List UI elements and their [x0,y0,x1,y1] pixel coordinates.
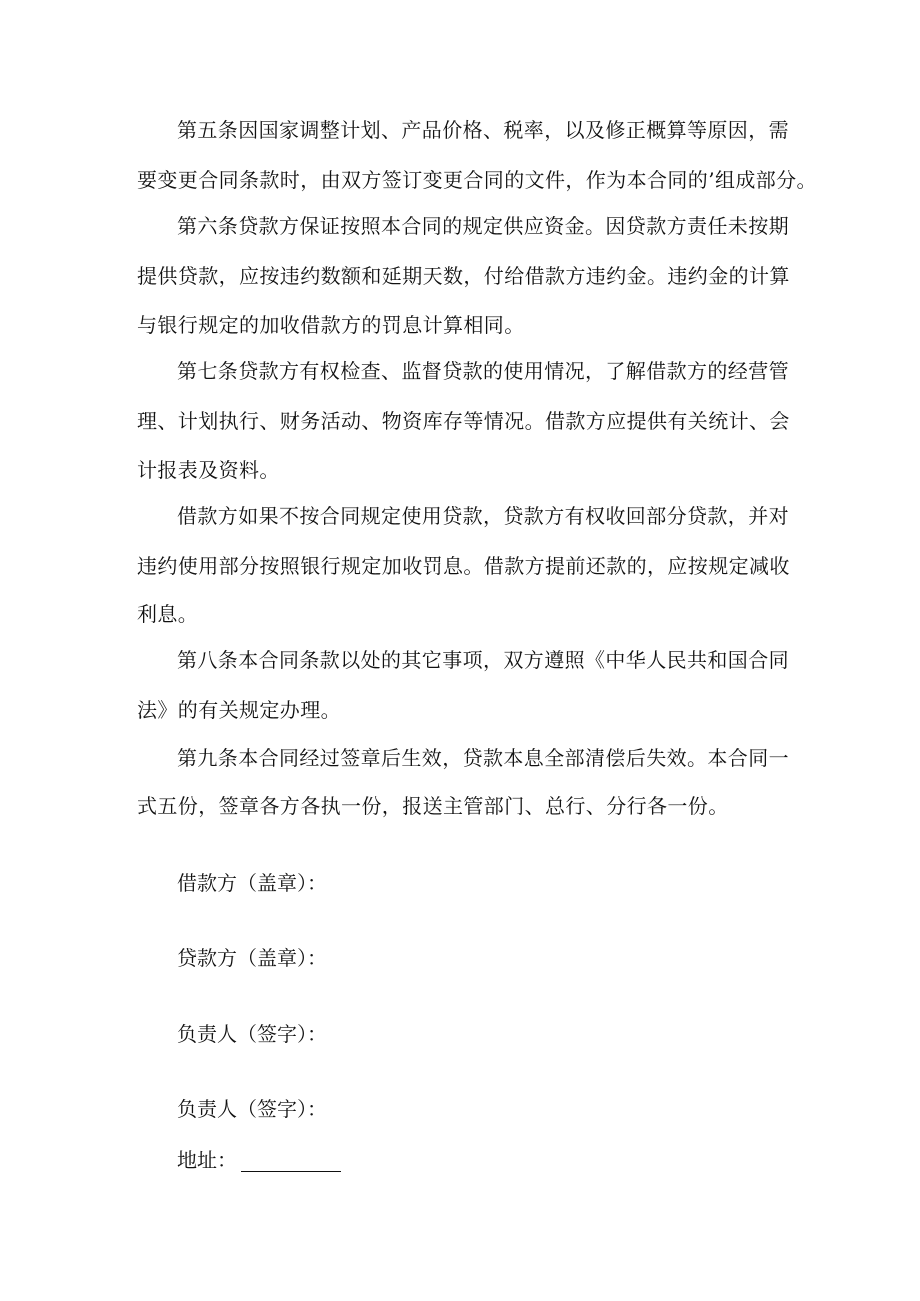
article-8-line-1: 第八条本合同条款以处的其它事项，双方遵照《中华人民共和国合同 [177,648,789,672]
article-9-line-1: 第九条本合同经过签章后生效，贷款本息全部清偿后失效。本合同一 [177,746,789,770]
responsible-person-2-label: 负责人（签字）： [177,1097,327,1121]
article-9-line-2: 式五份，签章各方各执一份，报送主管部门、总行、分行各一份。 [137,794,729,818]
article-7-line-3: 计报表及资料。 [137,458,280,482]
article-6-line-1: 第六条贷款方保证按照本合同的规定供应资金。因贷款方责任未按期 [177,214,789,238]
address-row [177,1148,341,1172]
misuse-para-line-1: 借款方如果不按合同规定使用贷款，贷款方有权收回部分贷款，并对 [177,504,789,528]
address-blank-field[interactable] [241,1153,341,1172]
article-5-line-2: 要变更合同条款时，由双方签订变更合同的文件，作为本合同的’组成部分。 [137,168,817,192]
responsible-person-1-label: 负责人（签字）： [177,1022,327,1046]
article-7-line-1: 第七条贷款方有权检查、监督贷款的使用情况，了解借款方的经营管 [177,359,789,383]
article-8-line-2: 法》的有关规定办理。 [137,698,341,722]
misuse-para-line-3: 利息。 [137,602,199,626]
article-6-line-3: 与银行规定的加收借款方的罚息计算相同。 [137,313,525,337]
article-5-line-1: 第五条因国家调整计划、产品价格、税率，以及修正概算等原因，需 [177,118,789,142]
lender-seal-label: 贷款方（盖章）： [177,946,327,970]
borrower-seal-label: 借款方（盖章）： [177,871,327,895]
address-label: 地址： [177,1148,237,1172]
article-7-line-2: 理、计划执行、财务活动、物资库存等情况。借款方应提供有关统计、会 [137,409,790,433]
misuse-para-line-2: 违约使用部分按照银行规定加收罚息。借款方提前还款的，应按规定减收 [137,554,790,578]
article-6-line-2: 提供贷款，应按违约数额和延期天数，付给借款方违约金。违约金的计算 [137,264,790,288]
